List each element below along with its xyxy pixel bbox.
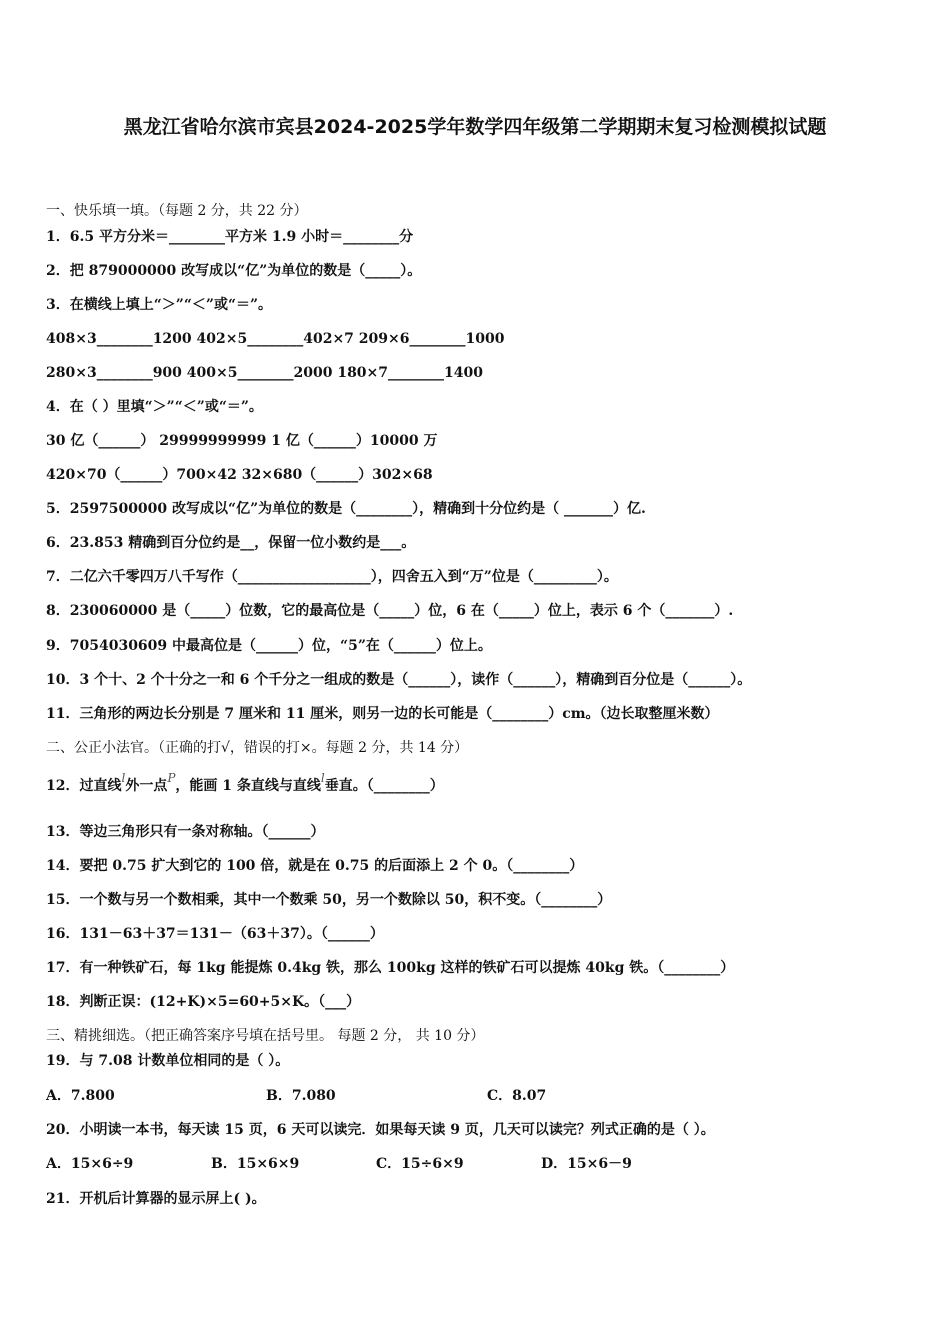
question-17: 17．有一种铁矿石，每 1kg 能提炼 0.4kg 铁，那么 100kg 这样的铁矿石可以提炼 40kg 铁。（________） — [46, 960, 735, 976]
question-13: 13．等边三角形只有一条对称轴。（______） — [46, 824, 325, 840]
page-title: 黑龙江省哈尔滨市宾县2024-2025学年数学四年级第二学期期末复习检测模拟试题 — [123, 116, 827, 138]
line-l-symbol: l — [121, 771, 126, 785]
q19-option-c: C．8.07 — [487, 1088, 547, 1104]
question-1: 1．6.5 平方分米＝________平方米 1.9 小时＝________分 — [46, 229, 414, 245]
question-5: 5．2597500000 改写成以“亿”为单位的数是（________），精确到十分位约是（ _______）亿. — [46, 501, 646, 517]
point-p-symbol: P — [167, 771, 176, 785]
question-8: 8．230060000 是（_____）位数，它的最高位是（_____）位，6 在（_____）位上，表示 6 个（_______）. — [46, 603, 734, 619]
question-12-part-2: 外一点 — [125, 778, 168, 794]
question-4-row-b: 420×70（______）700×42 32×680（______）302×68 — [46, 467, 433, 483]
question-12 — [46, 771, 444, 796]
question-15: 15．一个数与另一个数相乘，其中一个数乘 50，另一个数除以 50，积不变。（________） — [46, 892, 612, 908]
q20-option-b: B．15×6×9 — [211, 1156, 300, 1172]
question-12-part-1: 12．过直线 — [46, 778, 122, 794]
q20-option-a: A．15×6÷9 — [46, 1156, 134, 1172]
question-12-part-4: 垂直。（________） — [324, 778, 444, 794]
question-6: 6．23.853 精确到百分位约是__，保留一位小数约是___。 — [46, 535, 416, 551]
question-3-row-a: 408×3________1200 402×5________402×7 209×6________1000 — [46, 331, 505, 347]
question-14: 14．要把 0.75 扩大到它的 100 倍，就是在 0.75 的后面添上 2 个 0。（________） — [46, 858, 584, 874]
question-18: 18．判断正误：(12+K)×5=60+5×K。（___） — [46, 994, 361, 1010]
question-2: 2．把 879000000 改写成以“亿”为单位的数是（_____）。 — [46, 263, 422, 279]
question-3: 3．在横线上填上“＞”“＜”或“＝”。 — [46, 297, 273, 313]
question-9: 9．7054030609 中最高位是（______）位，“5”在（______）位上。 — [46, 638, 492, 654]
question-10: 10．3 个十、2 个十分之一和 6 个千分之一组成的数是（______），读作（______），精确到百分位是（______）。 — [46, 672, 752, 688]
line-l-symbol-2: l — [320, 771, 325, 785]
question-4: 4．在（ ）里填“＞”“＜”或“＝”。 — [46, 399, 263, 415]
q20-option-d: D．15×6－9 — [541, 1156, 632, 1172]
question-21: 21．开机后计算器的显示屏上( )。 — [46, 1191, 266, 1207]
question-20: 20．小明读一本书，每天读 15 页，6 天可以读完．如果每天读 9 页，几天可以读完？列式正确的是（ ）。 — [46, 1122, 715, 1138]
question-4-row-a: 30 亿（______） 29999999999 1 亿（______）10000 万 — [46, 433, 438, 449]
question-12-part-3: ，能画 1 条直线与直线 — [175, 778, 321, 794]
question-3-row-b: 280×3________900 400×5________2000 180×7________1400 — [46, 365, 483, 381]
section-heading-1: 一、快乐填一填。（每题 2 分，共 22 分） — [46, 203, 308, 219]
q19-option-b: B．7.080 — [266, 1088, 336, 1104]
question-16: 16．131－63＋37＝131－（63＋37）。（______） — [46, 926, 384, 942]
question-19: 19．与 7.08 计数单位相同的是（ ）。 — [46, 1053, 290, 1069]
q20-option-c: C．15÷6×9 — [376, 1156, 464, 1172]
section-heading-3: 三、精挑细选。（把正确答案序号填在括号里。 每题 2 分， 共 10 分） — [46, 1028, 485, 1044]
question-7: 7．二亿六千零四万八千写作（___________________），四舍五入到“万”位是（_________）。 — [46, 569, 618, 585]
q19-option-a: A．7.800 — [46, 1088, 115, 1104]
section-heading-2: 二、公正小法官。（正确的打√，错误的打×。每题 2 分，共 14 分） — [46, 740, 469, 756]
question-11: 11．三角形的两边长分别是 7 厘米和 11 厘米，则另一边的长可能是（________）cm。（边长取整厘米数） — [46, 706, 719, 722]
